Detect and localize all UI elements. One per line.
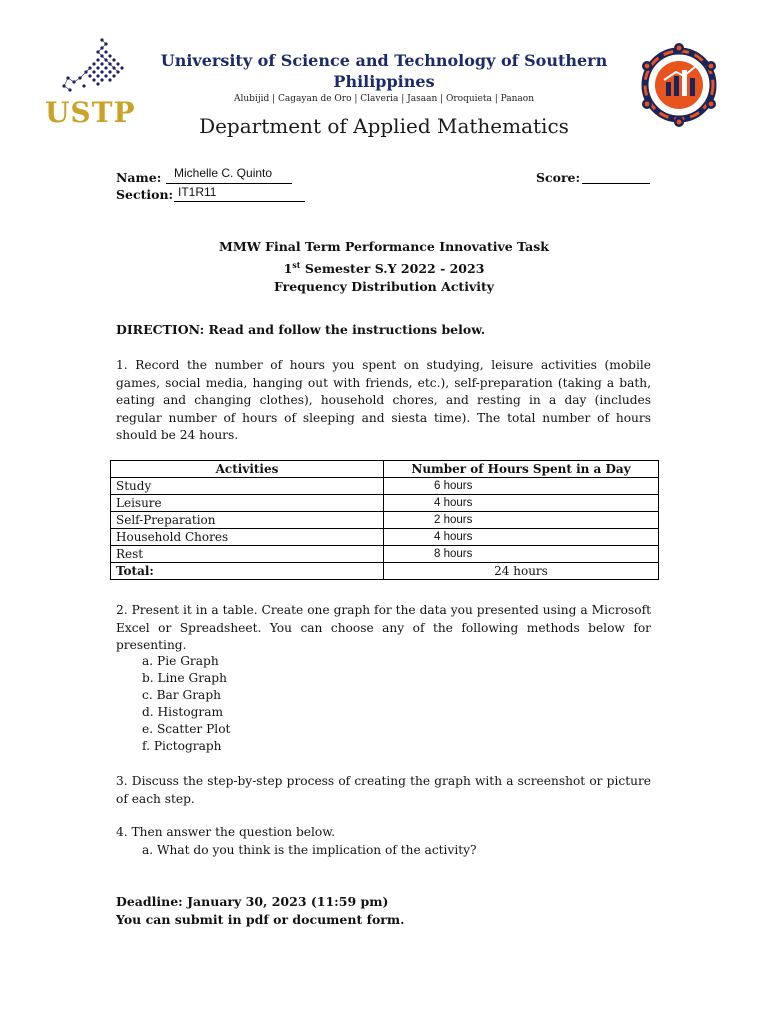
semester-text: Semester S.Y 2022 - 2023: [300, 261, 485, 277]
instruction-4a: a. What do you think is the implication of the activity?: [142, 843, 477, 857]
score-label: Score:: [536, 170, 581, 185]
hours-cell: 4 hours: [384, 495, 659, 512]
list-item: b. Line Graph: [142, 671, 227, 685]
table-row: [111, 546, 659, 563]
hours-cell: 6 hours: [384, 478, 659, 495]
campus-list: Alubijid | Cagayan de Oro | Claveria | Jasaan | Oroquieta | Panaon: [234, 94, 534, 104]
table-total-row: [111, 563, 659, 580]
list-item: e. Scatter Plot: [142, 722, 231, 736]
activity-cell: Rest: [111, 546, 384, 563]
instruction-4: 4. Then answer the question below.: [116, 825, 336, 839]
instruction-3: 3. Discuss the step-by-step process of creating the graph with a screenshot or picture of each step.: [116, 774, 651, 806]
department-seal: [636, 42, 722, 128]
submission-format: You can submit in pdf or document form.: [116, 912, 405, 927]
semester-line: [80, 256, 688, 278]
hours-cell: 8 hours: [384, 546, 659, 563]
activity-cell: Self-Preparation: [111, 512, 384, 529]
hours-cell: 2 hours: [384, 512, 659, 529]
total-value: 24 hours: [384, 563, 659, 580]
task-title-block: [80, 238, 688, 296]
score-underline: [582, 183, 650, 184]
total-label: Total:: [111, 563, 384, 580]
table-row: [111, 478, 659, 495]
list-item: a. Pie Graph: [142, 654, 219, 668]
name-label: Name:: [116, 170, 162, 185]
semester-number: 1: [283, 261, 293, 277]
name-value: Michelle C. Quinto: [174, 166, 273, 180]
semester-ordinal: st: [292, 260, 301, 270]
deadline-date: Deadline: January 30, 2023 (11:59 pm): [116, 894, 389, 909]
list-item: d. Histogram: [142, 705, 224, 719]
header-hours: Number of Hours Spent in a Day: [384, 461, 659, 478]
ustp-logo-text: USTP: [45, 96, 136, 129]
activity-cell: Leisure: [111, 495, 384, 512]
activity-cell: Study: [111, 478, 384, 495]
list-item: f. Pictograph: [142, 739, 222, 753]
graph-options-list: [142, 653, 230, 755]
list-item: c. Bar Graph: [142, 688, 221, 702]
university-name: University of Science and Technology of Southern Philippines: [160, 51, 608, 91]
hours-cell: 4 hours: [384, 529, 659, 546]
activity-title: Frequency Distribution Activity: [273, 279, 495, 295]
table-row: [111, 529, 659, 546]
header-activities: Activities: [111, 461, 384, 478]
activity-cell: Household Chores: [111, 529, 384, 546]
ustp-logo: [40, 34, 140, 134]
department-name: Department of Applied Mathematics: [199, 114, 569, 138]
table-row: [111, 512, 659, 529]
instruction-1: 1. Record the number of hours you spent on studying, leisure activities (mobile games, social media, hanging out with friends, etc.), self-preparation (taking a bath, eating and changing clothes), household chores, and resting in a day (includes regular number of hours of sleeping and siesta time). The total number of hours should be 24 hours.: [116, 358, 651, 442]
table-row: [111, 495, 659, 512]
section-value: IT1R11: [178, 185, 217, 199]
name-underline: [166, 183, 292, 184]
section-underline: [174, 201, 305, 202]
activities-table: [110, 460, 659, 580]
section-label: Section:: [116, 187, 174, 202]
task-title: MMW Final Term Performance Innovative Task: [219, 239, 549, 254]
table-header-row: [111, 461, 659, 478]
deadline-block: [116, 893, 404, 929]
direction-heading: DIRECTION: Read and follow the instructions below.: [116, 322, 486, 337]
instruction-2: 2. Present it in a table. Create one graph for the data you presented using a Microsoft Excel or Spreadsheet. You can choose any of the following methods below for presenting.: [116, 603, 651, 652]
